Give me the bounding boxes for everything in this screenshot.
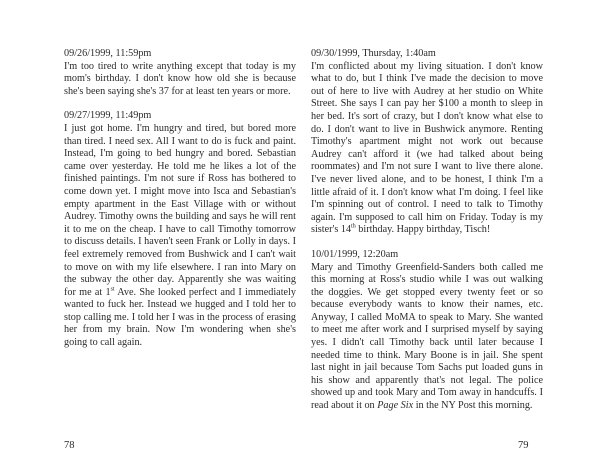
ordinal-suffix: th [351, 223, 356, 230]
diary-entry [64, 48, 296, 98]
entry-text [311, 61, 543, 237]
entry-text-run: I'm too tired to write anything except that today is my mom's birthday. I don't know how old she is because she's been saying she's 37 for at least ten years or more. [64, 60, 296, 97]
diary-entry [311, 48, 543, 237]
entry-date: 10/01/1999, 12:20am [311, 248, 399, 260]
diary-entry [64, 110, 296, 349]
entry-text-run: Mary and Timothy Greenfield-Sanders both called me this morning at Ross's studio while I was out walking the doggies. We get stopped every twenty feet or so because everybody wants to know their names, etc. Anyway, I called MoMA to speak to Mary. She wanted to meet me after work and I surprised myself by saying yes. I didn't call Timothy back until later because I needed time to think. Mary Boone is in jail. She spent last night in jail because Tom Sachs put loaded guns in his show and apparently that's not legal. The police showed up and took Mary and Tom away in handcuffs. I read about it on [311, 261, 543, 412]
entry-text [311, 262, 543, 413]
entry-text [64, 61, 296, 99]
entry-text-run: Ave. She looked perfect and I immediately wanted to fuck her. Instead we hugged and I told her to stop calling me. I told her I was in the process of erasing her from my brain. Now I'm wondering when she's going to call again. [64, 286, 296, 349]
entry-text [64, 123, 296, 350]
entry-text-run: I just got home. I'm hungry and tired, but bored more than tired. I need sex. All I want to do is fuck and paint. Instead, I'm going to bed hungry and bored. Sebastian came over yesterday. He told me he likes a lot of the finished paintings. I'm not sure if Ross has bothered to come down yet. I might move into Isca and Sebastian's empty apartment in the East Village with or without Audrey. Timothy owns the building and says he will rent it to me on the cheap. I have to call Timothy tomorrow to discuss details. I haven't seen Frank or Lolly in days. I feel extremely removed from Bushwick and I can't wait to move on with my life elsewhere. I ran into Mary on the subway the other day. Apparently she was waiting for me at 1 [64, 122, 296, 298]
left-page [64, 48, 296, 362]
ordinal-suffix: st [110, 286, 115, 293]
page-number-right: 79 [518, 440, 529, 451]
entry-text-run: I'm conflicted about my living situation. I don't know what to do, but I think I've made the decision to move out of here to live with Audrey at her studio on White Street. She says I can pay her $100 a month to sleep in her bed. It's sort of crazy, but I don't know what else to do. I don't want to live in Bushwick anymore. Renting Timothy's apartment might not work out because Audrey can't afford it (we had talked about being roommates) and I'm not sure I want to live there alone. I've never lived alone, and to be honest, I think I'm a little afraid of it. I don't know what I'm doing. I feel like I'm spinning out of control. I need to talk to Timothy again. I'm supposed to call him on Friday. Today is my sister's 14 [311, 60, 543, 236]
entry-date: 09/27/1999, 11:49pm [64, 110, 152, 122]
right-page [311, 48, 543, 425]
entry-date: 09/26/1999, 11:59pm [64, 48, 152, 59]
diary-entry [311, 249, 543, 413]
entry-date: 09/30/1999, Thursday, 1:40am [311, 48, 436, 59]
entry-text-run: in the NY Post this morning. [413, 400, 533, 412]
entry-text-run: birthday. Happy birthday, Tisch! [355, 224, 491, 236]
page-number-left: 78 [64, 440, 75, 451]
publication-title: Page Six [377, 400, 414, 412]
